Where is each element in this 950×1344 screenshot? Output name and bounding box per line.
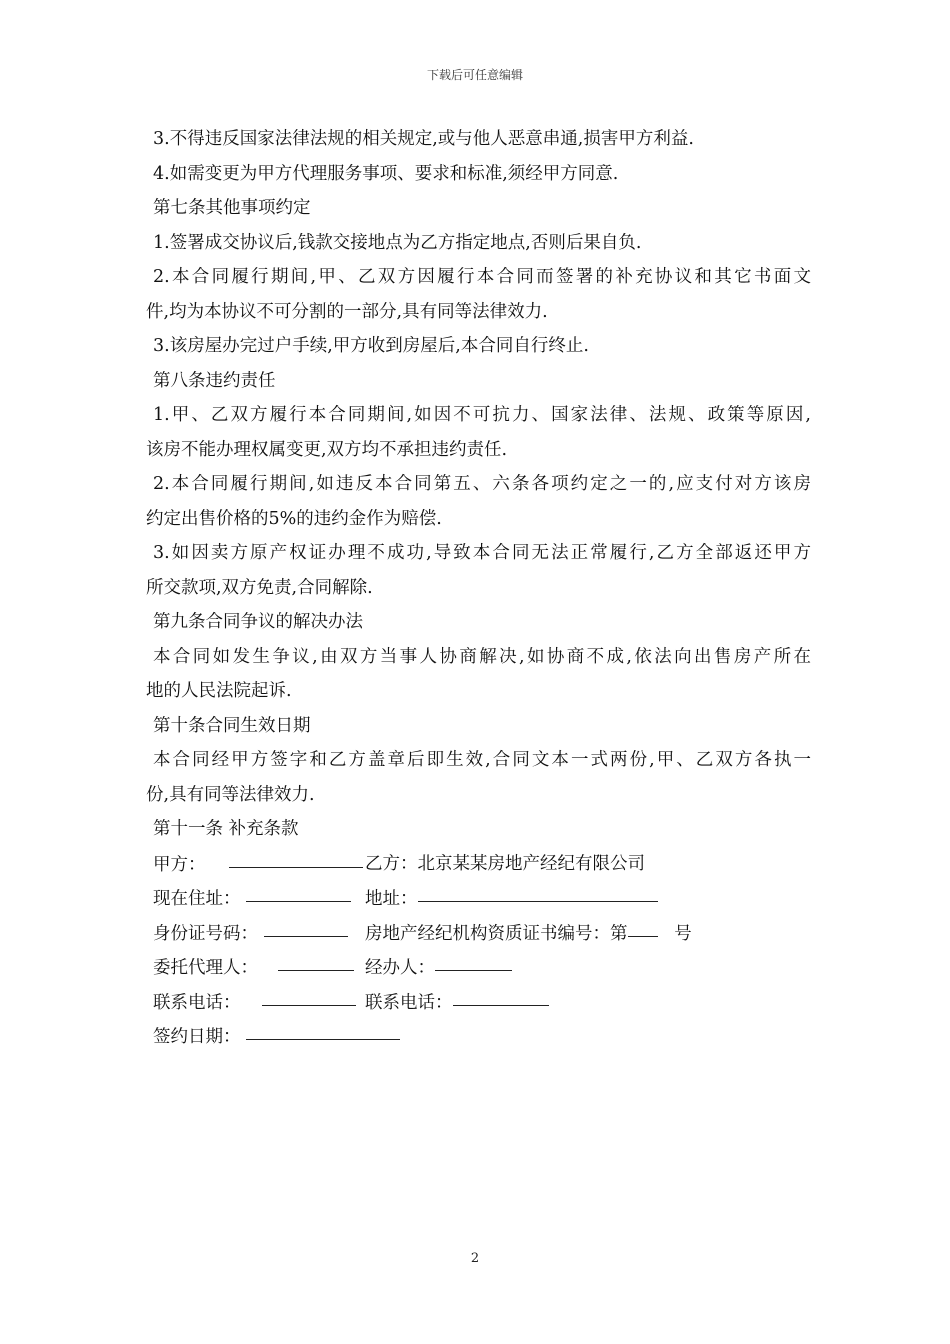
signature-row-date (146, 1019, 811, 1054)
party-a-blank[interactable] (229, 845, 363, 868)
clause-line: 份,具有同等法律效力. (146, 784, 315, 805)
party-b-label: 乙方：北京某某房地产经纪有限公司 (365, 853, 645, 874)
id-number-blank[interactable] (264, 914, 348, 937)
phone-b-group (365, 985, 549, 1021)
clause-line: 3.该房屋办完过户手续,甲方收到房屋后,本合同自行终止. (153, 336, 589, 356)
phone-b-blank[interactable] (453, 983, 549, 1006)
handler-group (365, 950, 512, 986)
clause-line: 地的人民法院起诉. (146, 681, 292, 701)
section-heading: 第十一条 补充条款 (153, 819, 299, 839)
section-heading: 第七条其他事项约定 (153, 198, 311, 218)
address-label: 地址： (365, 889, 418, 909)
handler-blank[interactable] (435, 948, 512, 971)
clause-line: 约定出售价格的5%的违约金作为赔偿. (146, 508, 442, 529)
clause-line: 4.如需变更为甲方代理服务事项、要求和标准,须经甲方同意. (153, 163, 619, 184)
handler-label: 经办人： (365, 958, 435, 978)
section-heading: 第九条合同争议的解决办法 (153, 612, 363, 632)
party-a-label: 甲方： (153, 854, 206, 875)
cert-number-blank[interactable] (628, 914, 658, 937)
cert-number-suffix: 号 (674, 923, 692, 944)
cert-number-group (365, 916, 692, 952)
clause-line: 2.本合同履行期间,甲、乙双方因履行本合同而签署的补充协议和其它书面文 (153, 267, 811, 287)
current-address-blank[interactable] (246, 879, 351, 902)
address-group (365, 881, 658, 917)
clause-line: 3.如因卖方原产权证办理不成功,导致本合同无法正常履行,乙方全部返还甲方 (153, 543, 811, 563)
clause-line: 该房不能办理权属变更,双方均不承担违约责任. (146, 439, 508, 460)
clause-line: 本合同如发生争议,由双方当事人协商解决,如协商不成,依法向出售房产所在 (153, 646, 811, 667)
clause-line: 所交款项,双方免责,合同解除. (146, 577, 373, 598)
sign-date-label: 签约日期： (153, 1027, 241, 1047)
address-blank[interactable] (418, 879, 658, 902)
id-number-label: 身份证号码： (153, 923, 258, 944)
current-address-label: 现在住址： (153, 889, 241, 909)
clause-line: 1.甲、乙双方履行本合同期间,如因不可抗力、国家法律、法规、政策等原因, (153, 405, 811, 425)
signature-row-address (146, 881, 811, 916)
phone-a-label: 联系电话： (153, 992, 241, 1013)
clause-line: 本合同经甲方签字和乙方盖章后即生效,合同文本一式两份,甲、乙双方各执一 (153, 750, 811, 770)
phone-b-label: 联系电话： (365, 992, 453, 1013)
clause-line: 件,均为本协议不可分割的一部分,具有同等法律效力. (146, 301, 548, 322)
clause-line: 1.签署成交协议后,钱款交接地点为乙方指定地点,否则后果自负. (153, 232, 642, 253)
signature-row-phone (146, 985, 811, 1020)
signature-row-id (146, 916, 811, 951)
cert-number-label: 房地产经纪机构资质证书编号：第 (365, 923, 628, 944)
clause-line: 2.本合同履行期间,如违反本合同第五、六条各项约定之一的,应支付对方该房 (153, 474, 811, 494)
section-heading: 第十条合同生效日期 (153, 715, 311, 736)
agent-label: 委托代理人： (153, 958, 258, 978)
phone-a-blank[interactable] (262, 983, 356, 1006)
agent-blank[interactable] (278, 948, 354, 971)
document-body (146, 122, 811, 1054)
sign-date-blank[interactable] (246, 1017, 400, 1040)
section-heading: 第八条违约责任 (153, 370, 276, 391)
page-header: 下载后可任意编辑 (426, 68, 523, 82)
signature-row-parties (146, 847, 811, 882)
clause-line: 3.不得违反国家法律法规的相关规定,或与他人恶意串通,损害甲方利益. (153, 129, 694, 149)
signature-row-agent (146, 950, 811, 985)
page-number: 2 (470, 1251, 480, 1266)
